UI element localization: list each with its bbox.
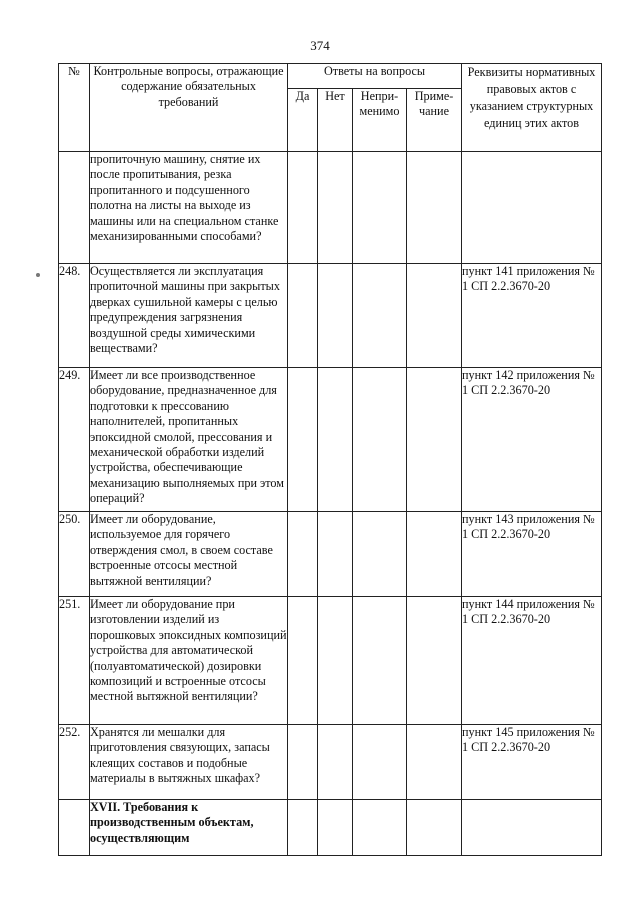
answer-yes-cell[interactable] [288, 264, 318, 368]
header-number: № [59, 64, 90, 152]
answer-na-cell[interactable] [353, 725, 407, 800]
answer-no-cell[interactable] [318, 368, 353, 512]
answer-no-cell[interactable] [318, 800, 353, 856]
answer-yes-cell[interactable] [288, 512, 318, 597]
answer-yes-cell[interactable] [288, 597, 318, 725]
row-question: Имеет ли оборудование при изготовлении изделий из порошковых эпоксидных композиций устройства для автоматической (полуавтоматической) дозировки композиций и встроенные отсосы местной вытяжной вентиляции? [90, 597, 288, 725]
table-row [59, 597, 602, 725]
answer-no-cell[interactable] [318, 152, 353, 264]
row-reference: пункт 142 приложения № 1 СП 2.2.3670-20 [462, 368, 602, 512]
row-question: Хранятся ли мешалки для приготовления связующих, запасы клеящих составов и подобные материалы в вытяжных шкафах? [90, 725, 288, 800]
answer-no-cell[interactable] [318, 512, 353, 597]
answer-na-cell[interactable] [353, 152, 407, 264]
table-row [59, 512, 602, 597]
row-question: Имеет ли оборудование, используемое для горячего отверждения смол, в своем составе встроенные отсосы местной вытяжной вентиляции? [90, 512, 288, 597]
answer-yes-cell[interactable] [288, 368, 318, 512]
answer-note-cell[interactable] [407, 597, 462, 725]
header-answers: Ответы на вопросы [288, 64, 462, 89]
header-no: Нет [318, 89, 353, 152]
row-reference: пункт 145 приложения № 1 СП 2.2.3670-20 [462, 725, 602, 800]
row-number: 252. [59, 725, 90, 800]
table-row [59, 800, 602, 856]
answer-na-cell[interactable] [353, 597, 407, 725]
table-row [59, 152, 602, 264]
row-number [59, 800, 90, 856]
answer-note-cell[interactable] [407, 152, 462, 264]
page-number: 374 [310, 38, 330, 53]
answer-yes-cell[interactable] [288, 152, 318, 264]
answer-note-cell[interactable] [407, 368, 462, 512]
answer-note-cell[interactable] [407, 725, 462, 800]
table-row [59, 264, 602, 368]
header-not-applicable: Непри-менимо [353, 89, 407, 152]
answer-na-cell[interactable] [353, 800, 407, 856]
answer-no-cell[interactable] [318, 725, 353, 800]
checklist-table [58, 63, 602, 856]
header-questions: Контрольные вопросы, отражающие содержание обязательных требований [90, 64, 288, 152]
row-reference [462, 800, 602, 856]
row-reference: пункт 143 приложения № 1 СП 2.2.3670-20 [462, 512, 602, 597]
row-reference [462, 152, 602, 264]
row-question: пропиточную машину, снятие их после пропитывания, резка пропитанного и подсушенного полотна на листы на выходе из машины или на специальном станке механизированными способами? [90, 152, 288, 264]
answer-na-cell[interactable] [353, 368, 407, 512]
row-number: 248. [59, 264, 90, 368]
scan-artifact-dot [36, 273, 40, 277]
answer-no-cell[interactable] [318, 597, 353, 725]
row-question: Имеет ли все производственное оборудование, предназначенное для подготовки к прессованию наполнителей, пропитанных эпоксидной смолой, прессования и механической обработки изделий устройства, обеспечивающие механизацию выполняемых при этом операций? [90, 368, 288, 512]
answer-note-cell[interactable] [407, 264, 462, 368]
row-number [59, 152, 90, 264]
answer-na-cell[interactable] [353, 264, 407, 368]
answer-yes-cell[interactable] [288, 800, 318, 856]
row-reference: пункт 141 приложения № 1 СП 2.2.3670-20 [462, 264, 602, 368]
row-reference: пункт 144 приложения № 1 СП 2.2.3670-20 [462, 597, 602, 725]
header-yes: Да [288, 89, 318, 152]
row-number: 251. [59, 597, 90, 725]
row-question: Осуществляется ли эксплуатация пропиточной машины при закрытых дверках сушильной камеры с целью предупреждения загрязнения воздушной среды химическими веществами? [90, 264, 288, 368]
answer-note-cell[interactable] [407, 512, 462, 597]
table-row [59, 725, 602, 800]
answer-yes-cell[interactable] [288, 725, 318, 800]
row-number: 249. [59, 368, 90, 512]
header-note: Приме-чание [407, 89, 462, 152]
table-row [59, 368, 602, 512]
answer-no-cell[interactable] [318, 264, 353, 368]
header-requisites: Реквизиты нормативных правовых актов с указанием структурных единиц этих актов [462, 64, 602, 152]
answer-note-cell[interactable] [407, 800, 462, 856]
row-number: 250. [59, 512, 90, 597]
answer-na-cell[interactable] [353, 512, 407, 597]
section-heading: XVII. Требования к производственным объектам, осуществляющим [90, 800, 288, 856]
